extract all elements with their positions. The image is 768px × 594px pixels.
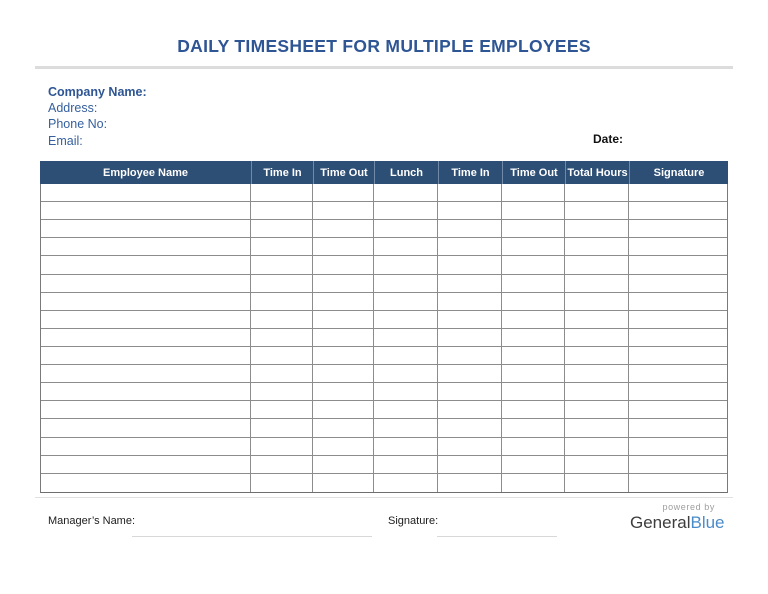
timesheet-cell xyxy=(313,365,374,383)
timesheet-cell xyxy=(565,419,629,437)
column-header-time-in-afternoon: Time In xyxy=(438,161,502,184)
timesheet-cell xyxy=(41,365,251,383)
timesheet-cell xyxy=(41,401,251,419)
timesheet-cell xyxy=(629,184,727,202)
timesheet-cell xyxy=(374,220,438,238)
timesheet-cell xyxy=(41,383,251,401)
timesheet-cell xyxy=(438,238,502,256)
timesheet-cell xyxy=(313,456,374,474)
manager-name-line xyxy=(132,536,372,537)
timesheet-cell xyxy=(565,293,629,311)
timesheet-cell xyxy=(374,311,438,329)
timesheet-cell xyxy=(41,311,251,329)
timesheet-row xyxy=(41,329,727,347)
timesheet-cell xyxy=(502,438,565,456)
timesheet-row xyxy=(41,184,727,202)
timesheet-cell xyxy=(251,202,313,220)
timesheet-cell xyxy=(438,220,502,238)
timesheet-cell xyxy=(502,365,565,383)
timesheet-cell xyxy=(374,256,438,274)
timesheet-cell xyxy=(565,347,629,365)
company-info-block xyxy=(48,84,147,149)
timesheet-cell xyxy=(629,329,727,347)
timesheet-cell xyxy=(251,365,313,383)
timesheet-cell xyxy=(313,311,374,329)
timesheet-cell xyxy=(502,456,565,474)
column-header-lunch: Lunch xyxy=(374,161,438,184)
timesheet-cell xyxy=(41,347,251,365)
timesheet-cell xyxy=(374,202,438,220)
timesheet-cell xyxy=(251,275,313,293)
timesheet-cell xyxy=(438,347,502,365)
timesheet-cell xyxy=(313,438,374,456)
timesheet-cell xyxy=(502,419,565,437)
timesheet-cell xyxy=(629,456,727,474)
timesheet-cell xyxy=(313,256,374,274)
manager-signature-label: Signature: xyxy=(388,515,439,527)
timesheet-cell xyxy=(438,401,502,419)
column-header-signature: Signature xyxy=(629,161,728,184)
brand-blue-text: Blue xyxy=(690,513,725,532)
timesheet-cell xyxy=(565,329,629,347)
timesheet-cell xyxy=(374,474,438,492)
timesheet-cell xyxy=(251,238,313,256)
timesheet-cell xyxy=(438,456,502,474)
timesheet-cell xyxy=(41,220,251,238)
timesheet-cell xyxy=(565,238,629,256)
table-body xyxy=(40,184,728,493)
timesheet-cell xyxy=(251,220,313,238)
timesheet-cell xyxy=(251,419,313,437)
timesheet-cell xyxy=(565,184,629,202)
timesheet-cell xyxy=(41,329,251,347)
timesheet-cell xyxy=(565,474,629,492)
timesheet-cell xyxy=(251,456,313,474)
email-label: Email: xyxy=(48,133,83,148)
timesheet-cell xyxy=(629,474,727,492)
date-label: Date: xyxy=(593,132,624,146)
timesheet-cell xyxy=(438,275,502,293)
timesheet-cell xyxy=(502,256,565,274)
column-header-time-out-afternoon: Time Out xyxy=(502,161,565,184)
timesheet-cell xyxy=(251,293,313,311)
timesheet-cell xyxy=(41,419,251,437)
timesheet-cell xyxy=(565,275,629,293)
title-divider xyxy=(35,66,733,69)
timesheet-cell xyxy=(629,293,727,311)
timesheet-cell xyxy=(629,311,727,329)
timesheet-cell xyxy=(41,256,251,274)
timesheet-cell xyxy=(565,383,629,401)
timesheet-cell xyxy=(565,256,629,274)
brand-wordmark xyxy=(630,513,724,533)
timesheet-cell xyxy=(438,202,502,220)
timesheet-cell xyxy=(438,293,502,311)
footer-divider xyxy=(35,497,733,498)
table-header-row xyxy=(40,161,728,184)
column-header-time-out-morning: Time Out xyxy=(313,161,374,184)
timesheet-cell xyxy=(502,184,565,202)
timesheet-cell xyxy=(41,184,251,202)
timesheet-row xyxy=(41,347,727,365)
timesheet-cell xyxy=(313,238,374,256)
timesheet-cell xyxy=(374,347,438,365)
timesheet-cell xyxy=(251,311,313,329)
timesheet-row xyxy=(41,256,727,274)
phone-label: Phone No: xyxy=(48,117,108,132)
timesheet-cell xyxy=(502,329,565,347)
timesheet-cell xyxy=(629,401,727,419)
timesheet-cell xyxy=(374,401,438,419)
timesheet-row xyxy=(41,311,727,329)
timesheet-cell xyxy=(565,365,629,383)
timesheet-cell xyxy=(502,401,565,419)
column-header-total-hours: Total Hours xyxy=(565,161,629,184)
timesheet-cell xyxy=(502,238,565,256)
timesheet-cell xyxy=(438,419,502,437)
timesheet-cell xyxy=(502,220,565,238)
manager-name-label: Manager’s Name: xyxy=(48,515,136,527)
timesheet-cell xyxy=(41,202,251,220)
timesheet-row xyxy=(41,238,727,256)
timesheet-cell xyxy=(438,184,502,202)
timesheet-row xyxy=(41,202,727,220)
timesheet-cell xyxy=(629,275,727,293)
timesheet-cell xyxy=(313,293,374,311)
timesheet-cell xyxy=(313,184,374,202)
timesheet-cell xyxy=(374,184,438,202)
timesheet-cell xyxy=(629,438,727,456)
timesheet-cell xyxy=(313,419,374,437)
timesheet-cell xyxy=(438,329,502,347)
timesheet-cell xyxy=(374,419,438,437)
timesheet-cell xyxy=(251,347,313,365)
timesheet-cell xyxy=(374,365,438,383)
timesheet-cell xyxy=(565,202,629,220)
timesheet-cell xyxy=(438,311,502,329)
timesheet-table xyxy=(40,161,728,493)
timesheet-cell xyxy=(41,474,251,492)
timesheet-row xyxy=(41,293,727,311)
timesheet-cell xyxy=(313,202,374,220)
timesheet-cell xyxy=(502,293,565,311)
timesheet-cell xyxy=(374,329,438,347)
timesheet-cell xyxy=(438,365,502,383)
manager-signature-line xyxy=(437,536,557,537)
timesheet-cell xyxy=(313,383,374,401)
timesheet-cell xyxy=(502,383,565,401)
column-header-time-in-morning: Time In xyxy=(251,161,313,184)
timesheet-cell xyxy=(251,401,313,419)
timesheet-cell xyxy=(41,275,251,293)
timesheet-cell xyxy=(502,275,565,293)
timesheet-cell xyxy=(374,275,438,293)
page-title: DAILY TIMESHEET FOR MULTIPLE EMPLOYEES xyxy=(177,36,591,56)
timesheet-cell xyxy=(629,220,727,238)
timesheet-cell xyxy=(629,347,727,365)
timesheet-cell xyxy=(251,383,313,401)
timesheet-cell xyxy=(313,347,374,365)
timesheet-cell xyxy=(629,202,727,220)
timesheet-cell xyxy=(251,184,313,202)
timesheet-cell xyxy=(438,256,502,274)
timesheet-cell xyxy=(313,401,374,419)
brand-general-text: General xyxy=(630,513,691,532)
timesheet-cell xyxy=(374,383,438,401)
company-name-label: Company Name: xyxy=(48,85,147,99)
timesheet-cell xyxy=(251,474,313,492)
timesheet-cell xyxy=(629,238,727,256)
generalblue-logo xyxy=(630,502,724,533)
address-label: Address: xyxy=(48,101,98,116)
timesheet-row xyxy=(41,275,727,293)
timesheet-cell xyxy=(502,474,565,492)
timesheet-cell xyxy=(251,329,313,347)
timesheet-cell xyxy=(629,383,727,401)
timesheet-cell xyxy=(251,438,313,456)
timesheet-cell xyxy=(374,438,438,456)
timesheet-cell xyxy=(438,474,502,492)
timesheet-cell xyxy=(313,275,374,293)
timesheet-row xyxy=(41,220,727,238)
timesheet-row xyxy=(41,438,727,456)
timesheet-row xyxy=(41,383,727,401)
timesheet-cell xyxy=(565,220,629,238)
timesheet-cell xyxy=(313,220,374,238)
timesheet-cell xyxy=(629,256,727,274)
timesheet-row xyxy=(41,401,727,419)
timesheet-cell xyxy=(438,383,502,401)
timesheet-cell xyxy=(565,438,629,456)
timesheet-cell xyxy=(502,311,565,329)
timesheet-cell xyxy=(41,293,251,311)
timesheet-row xyxy=(41,365,727,383)
timesheet-cell xyxy=(41,456,251,474)
timesheet-cell xyxy=(41,438,251,456)
timesheet-row xyxy=(41,456,727,474)
timesheet-cell xyxy=(565,456,629,474)
timesheet-cell xyxy=(565,311,629,329)
timesheet-row xyxy=(41,419,727,437)
timesheet-cell xyxy=(374,293,438,311)
powered-by-text: powered by xyxy=(662,502,715,512)
timesheet-cell xyxy=(502,202,565,220)
timesheet-cell xyxy=(502,347,565,365)
column-header-employee-name: Employee Name xyxy=(103,166,188,179)
timesheet-cell xyxy=(629,419,727,437)
timesheet-cell xyxy=(313,474,374,492)
timesheet-cell xyxy=(565,401,629,419)
timesheet-cell xyxy=(251,256,313,274)
timesheet-cell xyxy=(41,238,251,256)
timesheet-cell xyxy=(374,238,438,256)
timesheet-cell xyxy=(629,365,727,383)
timesheet-row xyxy=(41,474,727,492)
timesheet-cell xyxy=(374,456,438,474)
timesheet-cell xyxy=(313,329,374,347)
timesheet-cell xyxy=(438,438,502,456)
